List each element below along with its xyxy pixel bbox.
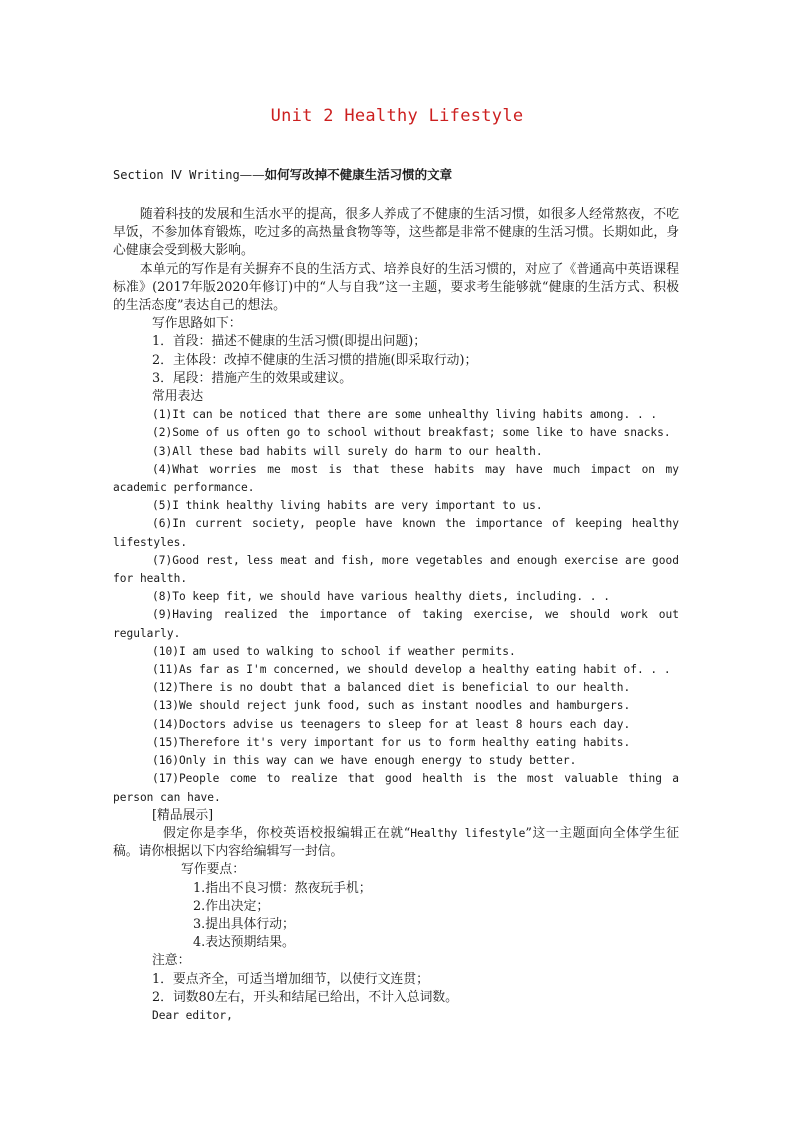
- notes-heading: 注意：: [152, 953, 191, 969]
- unit-title: Unit 2 Healthy Lifestyle: [270, 106, 524, 126]
- expression-item: (7)Good rest, less meat and fish, more vegetables and enough exercise are good for health.: [113, 553, 679, 586]
- writing-task-prompt: [113, 825, 679, 861]
- prompt-text: ”这一主题面向全体学生征稿。请你根据以下内容给编辑写一封信。: [113, 825, 680, 860]
- letter-salutation: Dear editor,: [152, 1008, 233, 1022]
- note-item: 2．词数80左右，开头和结尾已给出，不计入总词数。: [152, 989, 458, 1005]
- prompt-text: 假定你是李华，你校英语校报编辑正在就“: [163, 825, 411, 841]
- expression-item: (6)In current society, people have known the importance of keeping healthy lifestyles.: [113, 517, 679, 549]
- expression-item: (17)People come to realize that good health is the most valuable thing a person can have.: [113, 772, 679, 804]
- expression-item: (16)Only in this way can we have enough energy to study better.: [152, 754, 577, 768]
- outline-item: 1．首段：描述不健康的生活习惯(即提出问题)；: [152, 334, 427, 350]
- expression-item: (15)Therefore it's very important for us to form healthy eating habits.: [152, 735, 631, 749]
- point-item: 4.表达预期结果。: [193, 935, 295, 951]
- expression-item: (14)Doctors advise us teenagers to sleep for at least 8 hours each day.: [152, 717, 631, 731]
- expression-item: (12)There is no doubt that a balanced diet is beneficial to our health.: [152, 681, 631, 695]
- intro-paragraph: 随着科技的发展和生活水平的提高，很多人养成了不健康的生活习惯，如很多人经常熬夜，不吃早饭，不参加体育锻炼，吃过多的高热量食物等等，这些都是非常不健康的生活习惯。长期如此，身心健康会受到极大影响。: [113, 207, 679, 259]
- expression-item: (11)As far as I'm concerned, we should develop a healthy eating habit of. . .: [152, 663, 671, 677]
- expression-item: (1)It can be noticed that there are some unhealthy living habits among. . .: [152, 408, 658, 422]
- showcase-heading: [精品展示]: [152, 807, 214, 823]
- intro-paragraph: 本单元的写作是有关摒弃不良的生活方式、培养良好的生活习惯的，对应了《普通高中英语课程标准》(2017年版2020年修订)中的“人与自我”这一主题，要求考生能够就“健康的生活方式、积极的生活态度”表达自己的想法。: [113, 261, 679, 314]
- expressions-heading: 常用表达: [152, 389, 204, 405]
- prompt-topic: Healthy lifestyle: [410, 826, 526, 840]
- expression-item: (4)What worries me most is that these habits may have much impact on my academic performance.: [113, 462, 679, 495]
- document-body: [113, 206, 679, 1025]
- points-heading: 写作要点：: [181, 862, 245, 878]
- expression-item: (10)I am used to walking to school if weather permits.: [152, 644, 516, 658]
- section-dash: ——: [239, 167, 265, 182]
- expression-item: (5)I think healthy living habits are very important to us.: [152, 499, 543, 513]
- expression-item: (3)All these bad habits will surely do harm to our health.: [152, 444, 543, 458]
- expression-item: (9)Having realized the importance of taking exercise, we should work out regularly.: [113, 608, 679, 640]
- outline-heading: 写作思路如下：: [152, 316, 242, 332]
- point-item: 2.作出决定；: [193, 898, 270, 914]
- expression-item: (8)To keep fit, we should have various healthy diets, including. . .: [152, 590, 611, 604]
- note-item: 1．要点齐全，可适当增加细节，以使行文连贯；: [152, 971, 429, 987]
- outline-item: 3．尾段：措施产生的效果或建议。: [152, 370, 353, 386]
- section-topic: 如何写改掉不健康生活习惯的文章: [264, 167, 453, 182]
- outline-item: 2．主体段：改掉不健康的生活习惯的措施(即采取行动)；: [152, 352, 478, 368]
- section-heading: [113, 165, 452, 183]
- expression-item: (2)Some of us often go to school without breakfast; some like to have snacks.: [152, 426, 671, 440]
- point-item: 1.指出不良习惯：熬夜玩手机；: [193, 880, 372, 896]
- expression-item: (13)We should reject junk food, such as instant noodles and hamburgers.: [152, 699, 631, 713]
- section-label: Section Ⅳ Writing: [113, 168, 240, 182]
- point-item: 3.提出具体行动；: [193, 916, 295, 932]
